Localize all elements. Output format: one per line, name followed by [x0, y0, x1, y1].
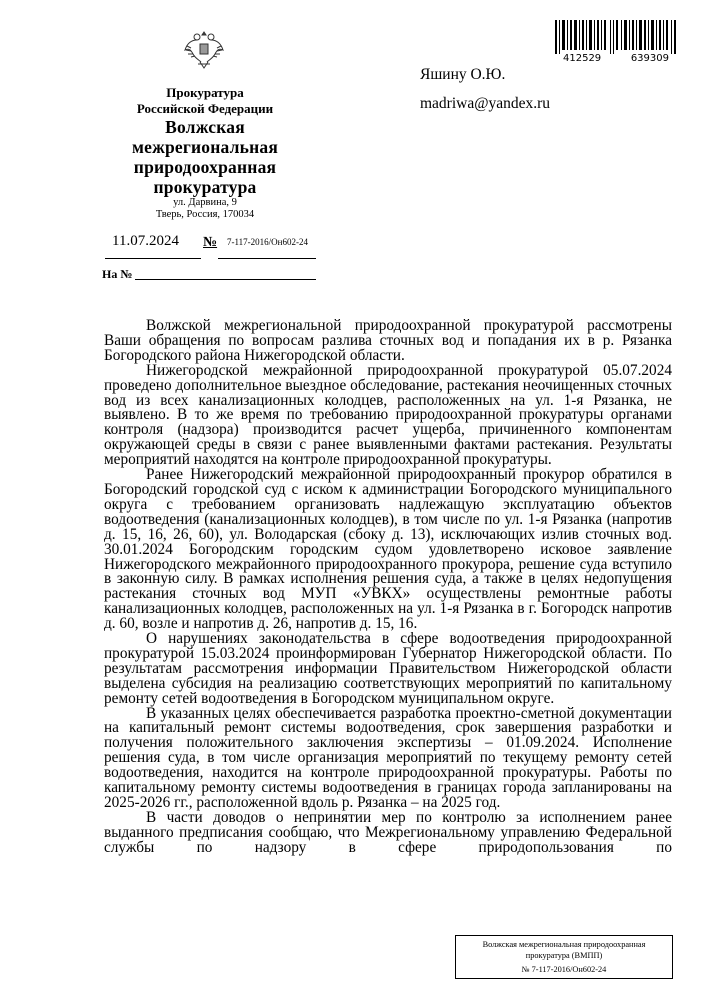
address-city: Тверь, Россия, 170034	[155, 209, 255, 220]
org-name	[100, 117, 310, 197]
body-paragraph: Ранее Нижегородский межрайонной природоохранный прокурор обратился в Богородский городской суд с иском к администрации Богородского муниципального округа с требованием организовать надлежащую эксплуатацию объектов водоотведения (канализационных колодцев), в том числе по ул. 1-я Рязанка (напротив д. 15, 16, 26, 60), ул. Володарская (сбоку д. 13), исключающих излив сточных вод. 30.01.2024 Богородским городским судом удовлетворено исковое заявление Нижегородского межрайонного природоохранного прокурора, решение суда вступило в законную силу. В рамках исполнения решения суда, а также в целях недопущения растекания сточных вод МУП «УВКХ» осуществлены ремонтные работы канализационных колодцев, расположенных на ул. 1-я Рязанка в г. Богородск напротив д. 60, возле и напротив д. 26, напротив д. 15, 16.	[104, 466, 672, 633]
body-paragraph: О нарушениях законодательства в сфере водоотведения природоохранной прокуратурой 15.03.2024 проинформирован Губернатор Нижегородской области. По результатам рассмотрения информации Правительством Нижегородской области выделена субсидия на реализацию соответствующих мероприятий по капитальному ремонту сетей водоотведения в Богородском муниципальном округе.	[104, 630, 672, 707]
barcode-icon	[555, 20, 677, 54]
org-name-line: межрегиональная	[131, 137, 279, 157]
barcode-right-digits: 639309	[630, 53, 669, 64]
org-name-line: природоохранная	[133, 157, 277, 177]
body-paragraph: Волжской межрегиональной природоохранной прокуратурой рассмотрены Ваши обращения по вопросам разлива сточных вод и попадания их в р. Рязанка Богородского района Нижегородской области.	[104, 317, 672, 364]
letter-body	[104, 319, 672, 856]
body-paragraph: В части доводов о непринятии мер по контролю за исполнением ранее выданного предписания сообщаю, что Межрегиональному управлению Федеральной службы по надзору в сфере природопользования по	[104, 808, 672, 856]
barcode-left-digits: 412529	[563, 53, 602, 64]
org-line1: Прокуратура	[166, 85, 244, 100]
russian-coat-of-arms-icon	[181, 26, 227, 72]
number-sign: №	[203, 235, 218, 250]
letter-number: 7-117-2016/Он602-24	[227, 237, 308, 247]
barcode-number	[555, 53, 677, 64]
stamp-line1: Волжская межрегиональная природоохранная	[482, 940, 646, 949]
stamp-line2: прокуратура (ВМПП)	[525, 951, 603, 960]
reference-label: На №	[102, 267, 133, 281]
body-paragraph: В указанных целях обеспечивается разработка проектно-сметной документации на капитальный ремонт системы водоотведения, срок завершения разработки и получения положительного заключения экспертизы – 01.09.2024. Исполнение решения суда, в том числе организация мероприятий по текущему ремонту сетей водоотведения, находится на контроле природоохранной прокуратуры. Работы по капитальному ремонту системы водоотведения в границах города запланированы на 2025-2026 гг., расположенной вдоль р. Рязанка – на 2025 год.	[104, 704, 672, 811]
recipient-name: Яшину О.Ю.	[420, 66, 506, 83]
number-underline	[218, 258, 316, 259]
reference-underline	[135, 279, 316, 280]
address-street: ул. Дарвина, 9	[173, 197, 237, 208]
org-header-small	[100, 85, 310, 117]
org-address	[100, 197, 310, 221]
org-line2: Российской Федерации	[136, 101, 274, 116]
date-underline	[105, 258, 201, 259]
org-name-line: прокуратура	[153, 177, 257, 197]
body-paragraph: Нижегородской межрайонной природоохранной прокуратурой 05.07.2024 проведено дополнительное выездное обследование, растекания неочищенных сточных вод из всех канализационных колодцев, расположенных на ул. 1-я Рязанка, не выявлено. В то же время по требованию природоохранной прокуратуры органами контроля (надзора) производится расчет ущерба, причиненного компонентам окружающей среды в связи с ранее выявленными фактами растекания. Результаты мероприятий находятся на контроле природоохранной прокуратуры.	[104, 361, 672, 469]
stamp-number: № 7-117-2016/Он602-24	[521, 965, 607, 974]
letter-date: 11.07.2024	[112, 233, 179, 249]
org-name-line: Волжская	[165, 117, 245, 137]
registration-stamp	[455, 935, 673, 979]
recipient-email: madriwa@yandex.ru	[420, 95, 551, 112]
